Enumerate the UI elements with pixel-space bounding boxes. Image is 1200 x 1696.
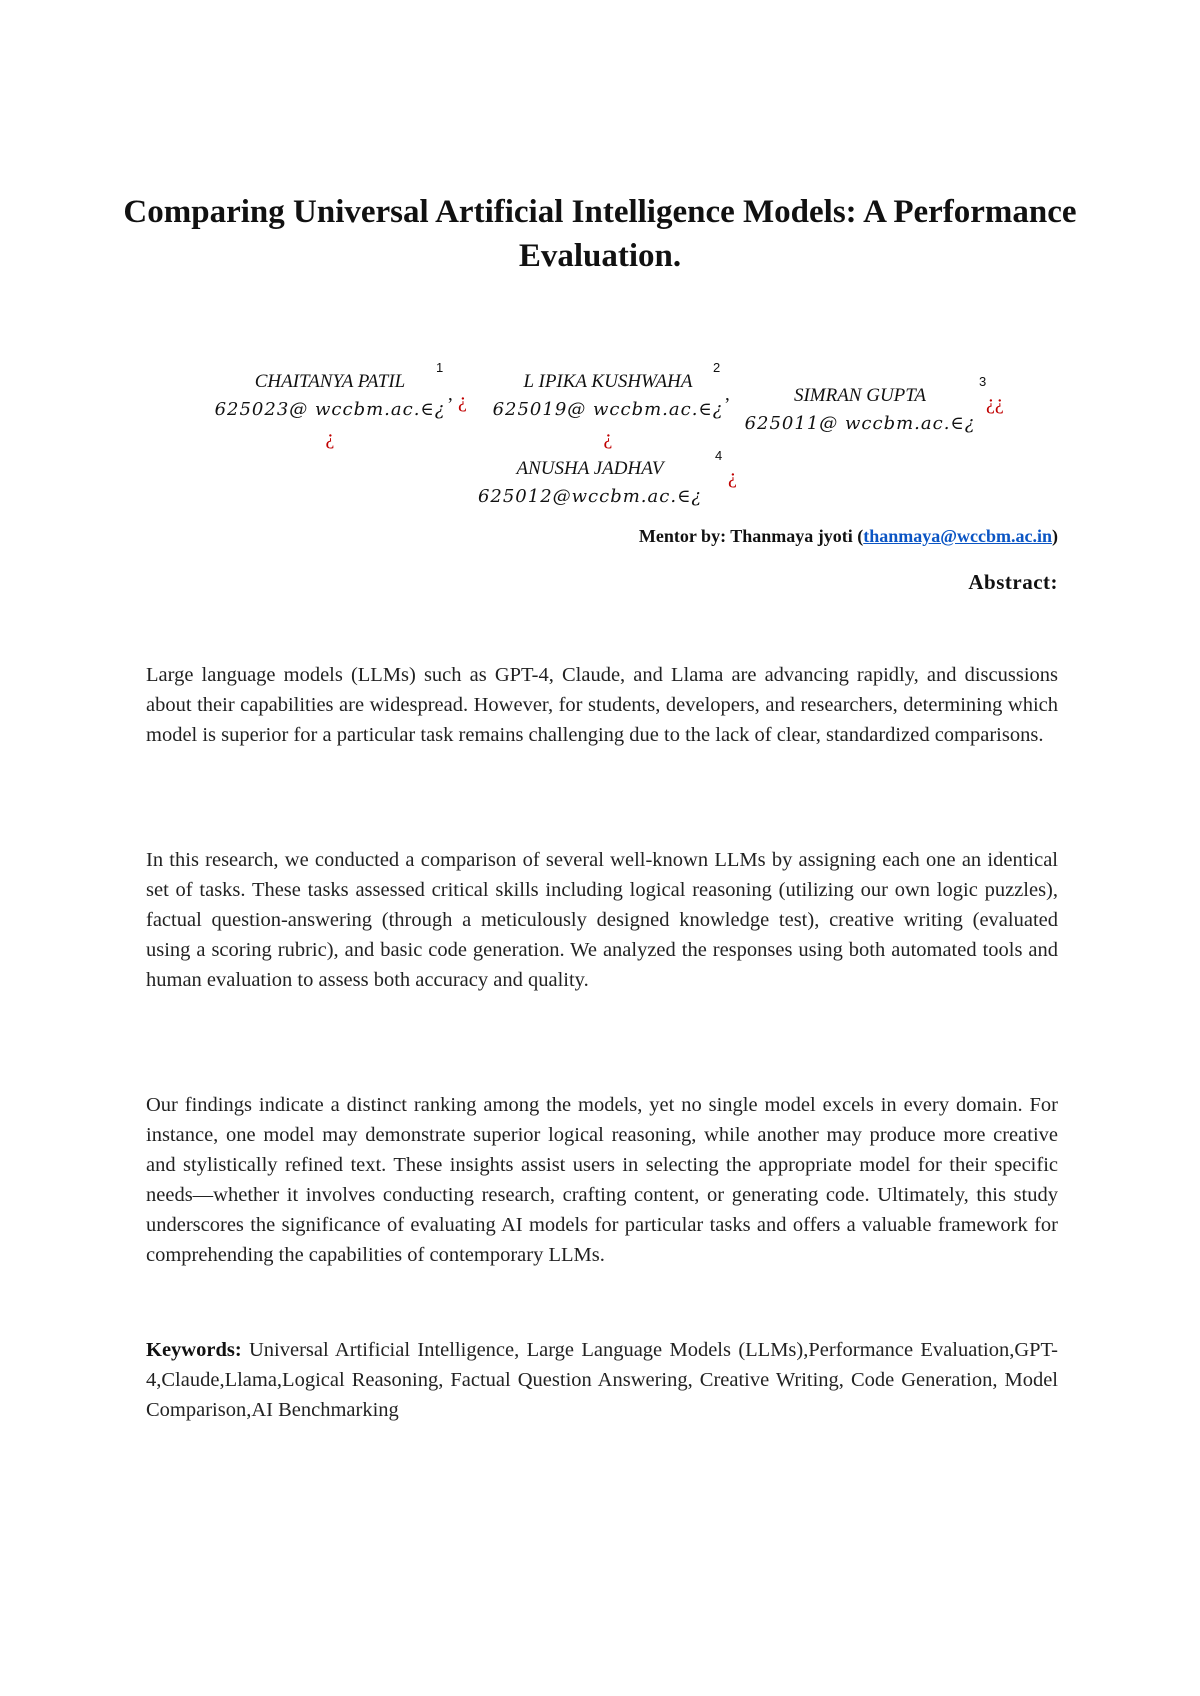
keywords-label: Keywords:	[146, 1339, 242, 1361]
author-name: L IPIKA KUSHWAHA	[523, 371, 693, 392]
author-name-artifact: ¿	[728, 466, 737, 488]
author-superscript-1: 1	[436, 360, 444, 375]
author-name: ANUSHA JADHAV	[516, 458, 664, 479]
abstract-paragraph-3: Our findings indicate a distinct ranking among the models, yet no single model excels in every domain. For instance, one model may demonstrate superior logical reasoning, while another may produce more creative and stylistically refined text. These insights assist users in selecting the appropriate model for their specific needs—whether it involves conducting research, crafting content, or generating code. Ultimately, this study underscores the significance of evaluating AI models for particular tasks and offers a valuable framework for comprehending the capabilities of contemporary LLMs.	[146, 1094, 1058, 1266]
abstract-heading: Abstract:	[968, 570, 1058, 594]
author-name: SIMRAN GUPTA	[793, 385, 927, 406]
author-email-artifact: ¿¿	[986, 392, 1004, 414]
keywords-text: Universal Artificial Intelligence, Large Language Models (LLMs),Performance Evaluation,GPT-4,Claude,Llama,Logical Reasoning, Factual Question Answering, Creative Writing, Code Generation, Model Comparison,AI Benchmarking	[146, 1339, 1059, 1421]
abstract-paragraph-2: In this research, we conducted a comparison of several well-known LLMs by assigning each one an identical set of tasks. These tasks assessed critical skills including logical reasoning (utilizing our own logic puzzles), factual question-answering (through a meticulously designed knowledge test), creative writing (evaluated using a scoring rubric), and basic code generation. We analyzed the responses using both automated tools and human evaluation to assess both accuracy and quality.	[146, 849, 1058, 991]
author-superscript-2: 2	[713, 360, 721, 375]
separator-comma: ,	[725, 384, 730, 405]
keywords-paragraph	[146, 1335, 1058, 1425]
author-email: 625023@ wccbm.ac.∈¿	[214, 399, 446, 420]
author-superscript-4: 4	[715, 448, 723, 463]
separator-comma: ,	[448, 384, 453, 405]
author-email: 625012@wccbm.ac.∈¿	[477, 486, 703, 507]
author-email: 625019@ wccbm.ac.∈¿	[492, 399, 724, 420]
author-block-3	[735, 382, 985, 438]
author-email-artifact: ¿	[603, 427, 613, 449]
mentor-line: Mentor by: Thanmaya jyoti (thanmaya@wccbm.ac.in)	[638, 526, 1058, 546]
author-block-2	[468, 368, 748, 452]
paper-title: Comparing Universal Artificial Intelligence Models: A Performance Evaluation.	[123, 194, 1077, 274]
author-email: 625011@ wccbm.ac.∈¿	[744, 413, 976, 434]
author-block-1	[190, 368, 470, 452]
author-superscript-3: 3	[979, 374, 987, 389]
separator-artifact: ¿	[458, 390, 467, 412]
author-block-4	[450, 455, 730, 511]
author-email-artifact: ¿	[325, 427, 335, 449]
mentor-email-link[interactable]: thanmaya@wccbm.ac.in	[863, 526, 1052, 546]
abstract-paragraph-1: Large language models (LLMs) such as GPT-4, Claude, and Llama are advancing rapidly, and discussions about their capabilities are widespread. However, for students, developers, and researchers, determining which model is superior for a particular task remains challenging due to the lack of clear, standardized comparisons.	[146, 664, 1058, 746]
author-name: CHAITANYA PATIL	[254, 371, 406, 392]
